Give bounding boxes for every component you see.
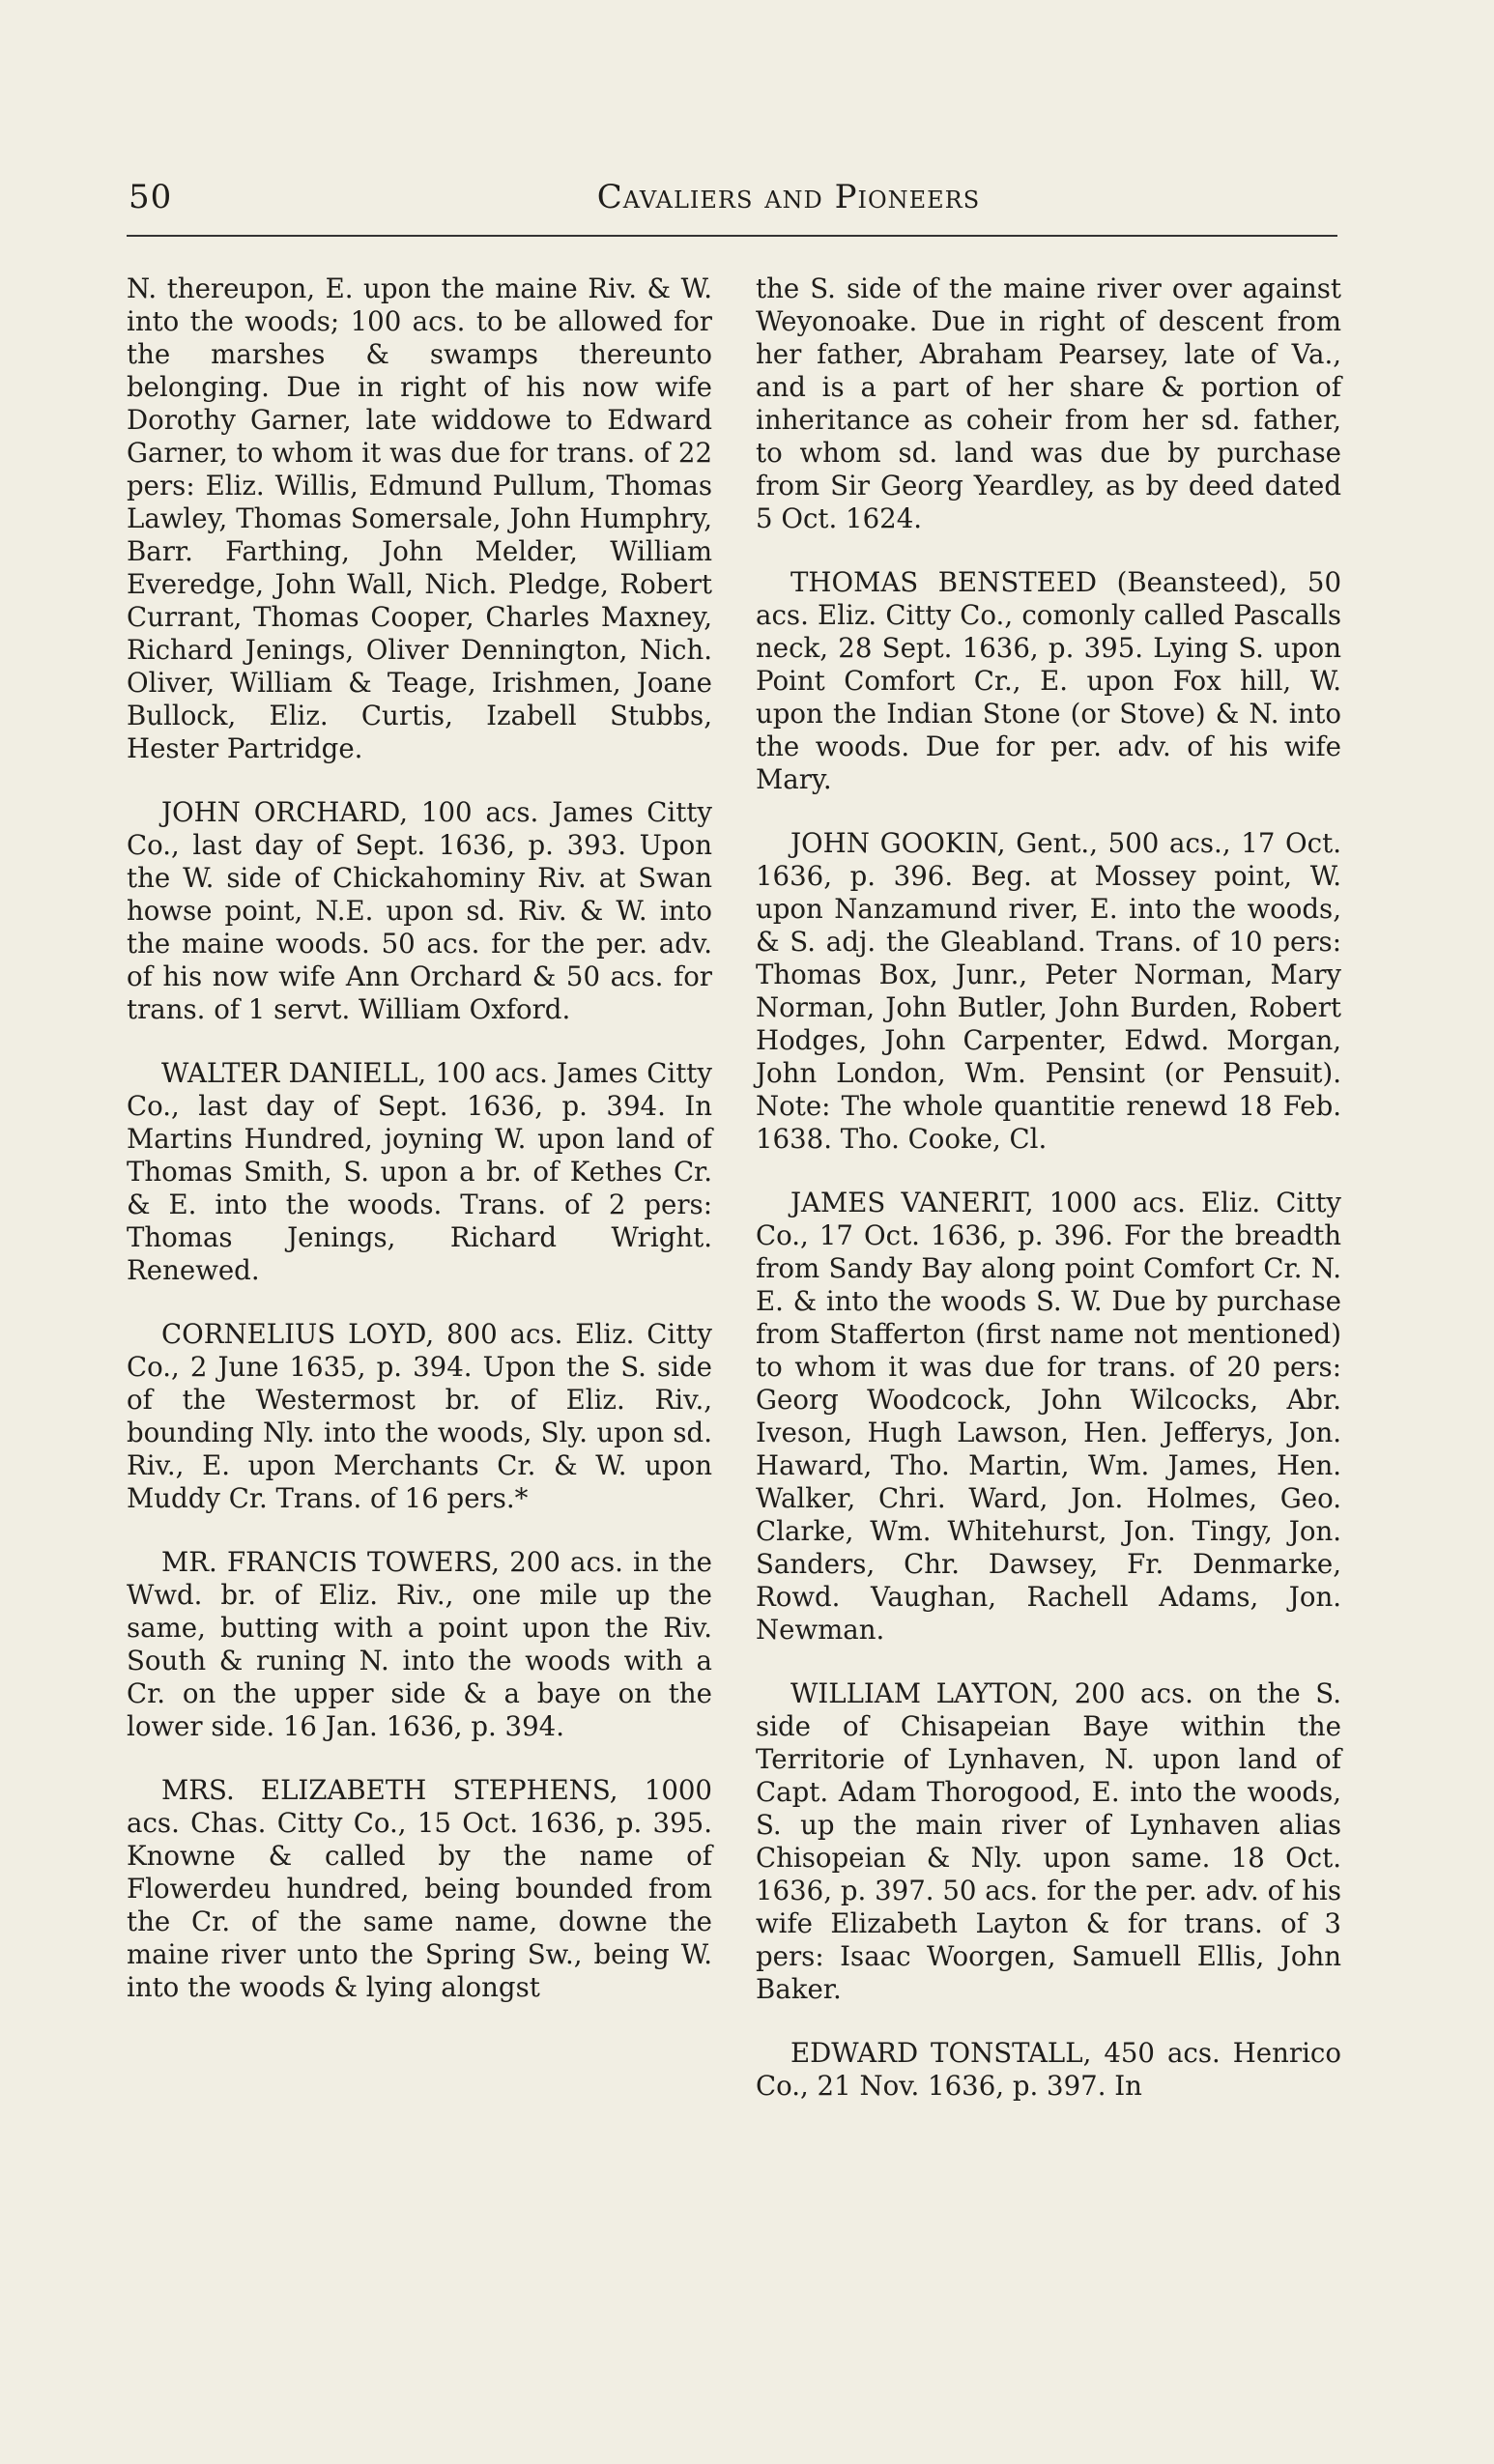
left-column [127, 272, 712, 2004]
page-number: 50 [129, 178, 173, 216]
entry-james-vanerit: JAMES VANERIT, 1000 acs. Eliz. Citty Co., 17 Oct. 1636, p. 396. For the breadth from Sandy Bay along point Comfort Cr. N. E. & into the woods S. W. Due by purchase from Stafferton (first name not mentioned) to whom it was due for trans. of 20 pers: Georg Woodcock, John Wilcocks, Abr. Iveson, Hugh Lawson, Hen. Jefferys, Jon. Haward, Tho. Martin, Wm. James, Hen. Walker, Chri. Ward, Jon. Holmes, Geo. Clarke, Wm. Whitehurst, Jon. Tingy, Jon. Sanders, Chr. Dawsey, Fr. Denmarke, Rowd. Vaughan, Rachell Adams, Jon. Newman. [756, 1187, 1341, 1646]
running-title: Cavaliers and Pioneers [596, 178, 981, 216]
entry-john-gookin: JOHN GOOKIN, Gent., 500 acs., 17 Oct. 1636, p. 396. Beg. at Mossey point, W. upon Nanzamund river, E. into the woods, & S. adj. the Gleabland. Trans. of 10 pers: Thomas Box, Junr., Peter Norman, Mary Norman, John Butler, John Burden, Robert Hodges, John Carpenter, Edwd. Morgan, John London, Wm. Pensint (or Pensuit). Note: The whole quantitie renewd 18 Feb. 1638. Tho. Cooke, Cl. [756, 827, 1341, 1155]
header-rule [127, 235, 1337, 237]
right-column [756, 272, 1341, 2103]
entry-elizabeth-stephens: MRS. ELIZABETH STEPHENS, 1000 acs. Chas. Citty Co., 15 Oct. 1636, p. 395. Knowne & called by the name of Flowerdeu hundred, being bounded from the Cr. of the same name, downe the maine river unto the Spring Sw., being W. into the woods & lying alongst [127, 1774, 712, 2003]
entry-thomas-bensteed: THOMAS BENSTEED (Beansteed), 50 acs. Eliz. Citty Co., comonly called Pascalls neck, 28 Sept. 1636, p. 395. Lying S. upon Point Comfort Cr., E. upon Fox hill, W. upon the Indian Stone (or Stove) & N. into the woods. Due for per. adv. of his wife Mary. [756, 566, 1341, 795]
entry-john-orchard: JOHN ORCHARD, 100 acs. James Citty Co., last day of Sept. 1636, p. 393. Upon the W. side of Chickahominy Riv. at Swan howse point, N.E. upon sd. Riv. & W. into the maine woods. 50 acs. for the per. adv. of his now wife Ann Orchard & 50 acs. for trans. of 1 servt. William Oxford. [127, 796, 712, 1025]
entry-william-layton: WILLIAM LAYTON, 200 acs. on the S. side of Chisapeian Baye within the Territorie of Lynhaven, N. upon land of Capt. Adam Thorogood, E. into the woods, S. up the main river of Lynhaven alias Chisopeian & Nly. upon same. 18 Oct. 1636, p. 397. 50 acs. for the per. adv. of his wife Elizabeth Layton & for trans. of 3 pers: Isaac Woorgen, Samuell Ellis, John Baker. [756, 1677, 1341, 2005]
entry-continued-garner: N. thereupon, E. upon the maine Riv. & W. into the woods; 100 acs. to be allowed for the marshes & swamps thereunto belonging. Due in right of his now wife Dorothy Garner, late widdowe to Edward Garner, to whom it was due for trans. of 22 pers: Eliz. Willis, Edmund Pullum, Thomas Lawley, Thomas Somersale, John Humphry, Barr. Farthing, John Melder, William Everedge, John Wall, Nich. Pledge, Robert Currant, Thomas Cooper, Charles Maxney, Richard Jenings, Oliver Dennington, Nich. Oliver, William & Teage, Irishmen, Joane Bullock, Eliz. Curtis, Izabell Stubbs, Hester Partridge. [127, 272, 712, 764]
entry-edward-tonstall: EDWARD TONSTALL, 450 acs. Henrico Co., 21 Nov. 1636, p. 397. In [756, 2037, 1341, 2102]
page-header [127, 178, 1335, 226]
entry-francis-towers: MR. FRANCIS TOWERS, 200 acs. in the Wwd. br. of Eliz. Riv., one mile up the same, butting with a point upon the Riv. South & runing N. into the woods with a Cr. on the upper side & a baye on the lower side. 16 Jan. 1636, p. 394. [127, 1546, 712, 1742]
entry-cornelius-loyd: CORNELIUS LOYD, 800 acs. Eliz. Citty Co., 2 June 1635, p. 394. Upon the S. side of the Westermost br. of Eliz. Riv., bounding Nly. into the woods, Sly. upon sd. Riv., E. upon Merchants Cr. & W. upon Muddy Cr. Trans. of 16 pers.* [127, 1318, 712, 1514]
entry-continued-stephens: the S. side of the maine river over against Weyonoake. Due in right of descent from her father, Abraham Pearsey, late of Va., and is a part of her share & portion of inheritance as coheir from her sd. father, to whom sd. land was due by purchase from Sir Georg Yeardley, as by deed dated 5 Oct. 1624. [756, 272, 1341, 534]
entry-walter-daniell: WALTER DANIELL, 100 acs. James Citty Co., last day of Sept. 1636, p. 394. In Martins Hundred, joyning W. upon land of Thomas Smith, S. upon a br. of Kethes Cr. & E. into the woods. Trans. of 2 pers: Thomas Jenings, Richard Wright. Renewed. [127, 1057, 712, 1286]
